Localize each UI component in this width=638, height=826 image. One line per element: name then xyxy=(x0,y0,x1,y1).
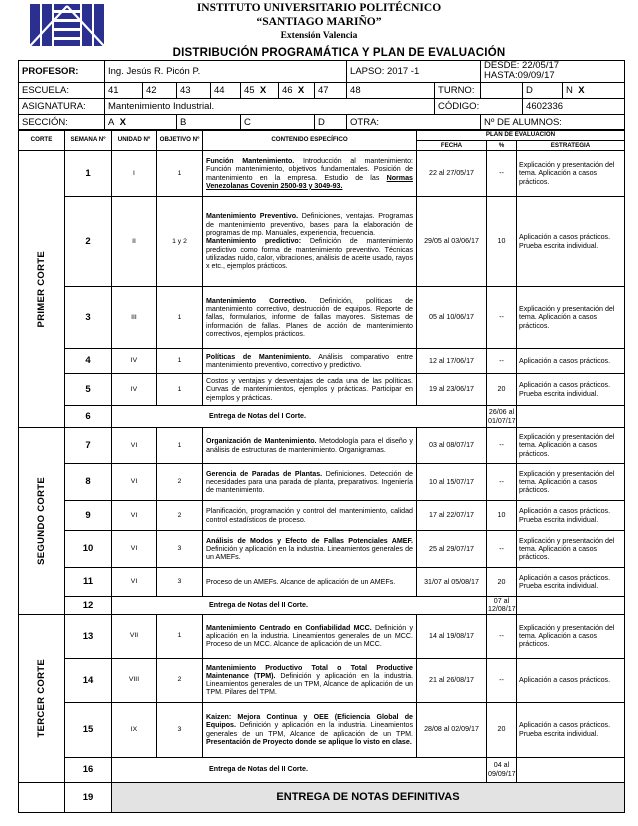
col-fecha: FECHA xyxy=(417,141,487,151)
unidad-cell: VIII xyxy=(112,658,157,702)
fecha-cell: 22 al 27/05/17 xyxy=(417,151,487,197)
pct-cell: -- xyxy=(487,428,517,464)
col-pct: % xyxy=(487,141,517,151)
entrega-notas-text: Entrega de Notas del I Corte. xyxy=(209,412,306,421)
codigo-value: 4602336 xyxy=(523,98,625,114)
pct-cell: 10 xyxy=(487,501,517,531)
contenido-cell xyxy=(203,531,417,568)
corte-primer-label: PRIMER CORTE xyxy=(35,250,47,328)
contenido-cell: Planificación, programación y control del mantenimiento, calidad control estadísticos de proceso. xyxy=(203,501,417,531)
corte-tercer xyxy=(19,614,65,782)
pct-cell: -- xyxy=(487,464,517,501)
content-text: Análisis comparativo entre mantenimiento preventivo, correctivo y predictivo. xyxy=(206,352,413,369)
table-row xyxy=(19,197,625,287)
escuela-45 xyxy=(241,82,279,98)
entrega-notas-cell xyxy=(112,597,487,615)
seccion-d: D xyxy=(315,114,347,130)
contenido-cell: Costos y ventajas y desventajas de cada una de las políticas. Curvas de mantenimientos, ejemplos y prácticas. Participar en ejemplos y prácticas. xyxy=(203,374,417,406)
estrategia-cell: Explicación y presentación del tema. Aplicación a casos prácticos. xyxy=(517,464,625,501)
alumnos-label: Nº DE ALUMNOS: xyxy=(481,114,625,130)
pct-cell: 20 xyxy=(487,568,517,597)
fecha-cell: 31/07 al 05/08/17 xyxy=(417,568,487,597)
content-heading: Función Mantenimiento. xyxy=(206,156,295,165)
col-objetivo: OBJETIVO Nº xyxy=(157,130,203,151)
col-corte: CORTE xyxy=(19,130,65,151)
turno-d: D xyxy=(523,82,563,98)
profesor-value: Ing. Jesús R. Picón P. xyxy=(105,61,347,83)
estrategia-cell: Explicación y presentación del tema. Aplicación a casos prácticos. xyxy=(517,151,625,197)
semana-cell: 7 xyxy=(65,428,112,464)
content-text: Definición y aplicación en la industria. Lineamientos generales de un AMEFs. xyxy=(206,544,413,562)
pct-cell: 20 xyxy=(487,702,517,757)
content-text: Definiciones. Detección de necesidades para una parada de planta, preparativos. Ingeniería de mantenimiento. xyxy=(206,469,413,495)
table-row xyxy=(19,406,625,428)
seccion-a-label: A xyxy=(108,116,115,128)
estrategia-cell: Aplicación a casos prácticos. Prueba escrita individual. xyxy=(517,197,625,287)
lapso-label: LAPSO: 2017 -1 xyxy=(347,61,481,83)
corte-segundo-label: SEGUNDO CORTE xyxy=(35,476,47,565)
content-heading: Políticas de Mantenimiento. xyxy=(206,352,311,361)
fecha-cell: 14 al 19/08/17 xyxy=(417,614,487,658)
pct-cell: -- xyxy=(487,349,517,374)
date-range xyxy=(481,61,625,83)
contenido-cell: Proceso de un AMEFs. Alcance de aplicación de un AMEFs. xyxy=(203,568,417,597)
pct-cell: -- xyxy=(487,531,517,568)
unidad-cell: VI xyxy=(112,464,157,501)
table-row xyxy=(19,702,625,757)
objetivo-cell: 1 xyxy=(157,614,203,658)
contenido-cell xyxy=(203,287,417,349)
entrega-notas-cell xyxy=(112,406,487,428)
corte-segundo xyxy=(19,428,65,615)
table-row xyxy=(19,151,625,197)
desde-date: DESDE: 22/05/17 xyxy=(484,60,560,71)
semana-cell: 1 xyxy=(65,151,112,197)
seccion-a xyxy=(105,114,177,130)
content-heading: Mantenimiento Correctivo. xyxy=(206,296,307,305)
fecha-cell: 25 al 29/07/17 xyxy=(417,531,487,568)
institution-campus: “SANTIAGO MARIÑO” xyxy=(256,16,382,28)
turno-label: TURNO: xyxy=(435,82,481,98)
turno-n-label: N xyxy=(566,84,573,96)
escuela-41: 41 xyxy=(105,82,143,98)
content-text: Definiciones, ventajas. Programas de mantenimiento preventivo, bases para la elaboración de programas de mp. Manuales, experiencia, frecuencia. xyxy=(206,212,413,238)
semana-cell: 15 xyxy=(65,702,112,757)
objetivo-cell: 2 xyxy=(157,501,203,531)
objetivo-cell: 1 xyxy=(157,428,203,464)
content-text-2: Definición de mantenimiento predictivo como forma de mantenimiento preventivo. Técnicas utilizadas ruido, calor, vibraciones, análisis de aceite usado, rayos x etc., ejemplos prácticos. xyxy=(206,237,414,271)
content-heading-2: Mantenimiento predictivo: xyxy=(206,237,302,246)
objetivo-cell: 3 xyxy=(157,702,203,757)
contenido-cell xyxy=(203,428,417,464)
unidad-cell: VI xyxy=(112,531,157,568)
unidad-cell: VII xyxy=(112,614,157,658)
estrategia-cell: Explicación y presentación del tema. Aplicación a casos prácticos. xyxy=(517,428,625,464)
col-contenido: CONTENIDO ESPECÍFICO xyxy=(203,130,417,151)
objetivo-cell: 1 y 2 xyxy=(157,197,203,287)
semana-cell: 3 xyxy=(65,287,112,349)
estrategia-cell: Explicación y presentación del tema. Aplicación a casos prácticos. xyxy=(517,531,625,568)
unidad-cell: VI xyxy=(112,501,157,531)
otra-label: OTRA: xyxy=(347,114,481,130)
institution-extension: Extensión Valencia xyxy=(280,31,358,41)
table-row xyxy=(19,568,625,597)
escuela-47: 47 xyxy=(315,82,347,98)
escuela-43: 43 xyxy=(177,82,211,98)
content-text: Introducción al mantenimiento: Función mantenimiento, objetivos fundamentales. Posición de mantenimiento en la empresa. Estudio de las xyxy=(206,156,413,182)
profesor-label: PROFESOR: xyxy=(19,61,105,83)
fecha-cell: 19 al 23/06/17 xyxy=(417,374,487,406)
fecha-cell: 10 al 15/07/17 xyxy=(417,464,487,501)
col-estrategia: ESTRATEGIA xyxy=(517,141,625,151)
semana-cell: 13 xyxy=(65,614,112,658)
asignatura-value: Mantenimiento Industrial. xyxy=(105,98,435,114)
table-row xyxy=(19,428,625,464)
content-norms: Normas Venezolanas Covenin 2500-93 y 3049-93. xyxy=(206,173,413,190)
escuela-46-mark: X xyxy=(297,84,305,96)
objetivo-cell: 1 xyxy=(157,374,203,406)
estrategia-cell: Aplicación a casos prácticos. xyxy=(517,658,625,702)
seccion-c: C xyxy=(241,114,315,130)
pct-cell: 20 xyxy=(487,374,517,406)
contenido-cell xyxy=(203,658,417,702)
col-semana: SEMANA Nº xyxy=(65,130,112,151)
escuela-45-mark: X xyxy=(259,84,267,96)
content-text: Metodología para el diseño y análisis de estructuras de mantenimiento. Organigramas. xyxy=(206,437,413,454)
content-text: Definición y aplicación en la industria. Lineamientos generales de un TPM, Alcance de aplicación de un TPM. Pilares del TPM. xyxy=(206,671,413,697)
fecha-cell: 29/05 al 03/06/17 xyxy=(417,197,487,287)
contenido-cell xyxy=(203,702,417,757)
escuela-46 xyxy=(279,82,315,98)
entrega-notas-text: Entrega de Notas del II Corte. xyxy=(209,601,308,610)
unidad-cell: IX xyxy=(112,702,157,757)
seccion-a-mark: X xyxy=(119,116,126,128)
asignatura-label: ASIGNATURA: xyxy=(19,98,105,114)
objetivo-cell: 3 xyxy=(157,568,203,597)
col-unidad: UNIDAD Nº xyxy=(112,130,157,151)
semana-cell: 12 xyxy=(65,597,112,615)
pct-cell xyxy=(517,406,625,428)
table-row xyxy=(19,658,625,702)
contenido-cell xyxy=(203,349,417,374)
table-row xyxy=(19,374,625,406)
seccion-label: SECCIÓN: xyxy=(19,114,105,130)
content-heading: Mantenimiento Centrado en Confiabilidad MCC. xyxy=(206,623,372,632)
unidad-cell: VI xyxy=(112,568,157,597)
col-plan: PLAN DE EVALUACIÓN xyxy=(417,130,625,141)
objetivo-cell: 2 xyxy=(157,658,203,702)
escuela-48: 48 xyxy=(347,82,435,98)
fecha-cell: 21 al 26/08/17 xyxy=(417,658,487,702)
estrategia-cell: Aplicación a casos prácticos. Prueba escrita individual. xyxy=(517,702,625,757)
institution-name: INSTITUTO UNIVERSITARIO POLITÉCNICO xyxy=(196,2,442,14)
content-heading: Kaizen: Mejora Continua y OEE (Eficiencia Global de Equipos. xyxy=(206,713,413,730)
pct-cell xyxy=(517,597,625,615)
contenido-cell xyxy=(203,464,417,501)
semana-cell: 2 xyxy=(65,197,112,287)
final-corte-cell xyxy=(19,782,65,812)
contenido-cell xyxy=(203,151,417,197)
semana-cell: 11 xyxy=(65,568,112,597)
table-row xyxy=(19,349,625,374)
objetivo-cell: 1 xyxy=(157,349,203,374)
table-row xyxy=(19,287,625,349)
semana-cell: 5 xyxy=(65,374,112,406)
content-heading: Mantenimiento Preventivo. xyxy=(206,212,299,221)
pct-cell: -- xyxy=(487,151,517,197)
content-heading: Organización de Mantenimiento. xyxy=(206,437,317,446)
codigo-label: CÓDIGO: xyxy=(435,98,523,114)
hasta-date: HASTA:09/09/17 xyxy=(484,70,555,82)
unidad-cell: IV xyxy=(112,374,157,406)
table-row xyxy=(19,614,625,658)
turno-n-mark: X xyxy=(578,84,585,96)
content-text: Definición, políticas de mantenimiento correctivo, destrucción de equipos. Reporte de fallas, formularios, informe de fallas mayores. Sistemas de información de fallas. Planes de acción de mantenimiento correctivos, ejemplos prácticos. xyxy=(206,296,413,338)
unidad-cell: I xyxy=(112,151,157,197)
corte-primer xyxy=(19,151,65,428)
estrategia-cell: Explicación y presentación del tema. Aplicación a casos prácticos. xyxy=(517,614,625,658)
semana-cell: 10 xyxy=(65,531,112,568)
content-text: Definición y aplicación en la industria. Lineamientos generales de un MCC. Proceso de un MCC. Alcance de aplicación de un MCC. xyxy=(206,623,413,649)
estrategia-cell: Aplicación a casos prácticos. Prueba escrita individual. xyxy=(517,374,625,406)
header-info-table xyxy=(18,60,625,131)
unidad-cell: III xyxy=(112,287,157,349)
seccion-b: B xyxy=(177,114,241,130)
fecha-cell: 07 al 12/08/17 xyxy=(488,597,516,614)
entrega-notas-cell xyxy=(112,757,487,782)
unidad-cell: II xyxy=(112,197,157,287)
turno-spacer xyxy=(481,82,523,98)
fecha-cell: 05 al 10/06/17 xyxy=(417,287,487,349)
content-heading: Mantenimiento Productivo Total o Total Productive Maintenance (TPM). xyxy=(206,663,413,680)
final-entrega-label: ENTREGA DE NOTAS DEFINITIVAS xyxy=(112,782,625,812)
escuela-42: 42 xyxy=(143,82,177,98)
final-semana: 19 xyxy=(65,782,112,812)
content-heading-2: Presentación de Proyecto donde se aplique lo visto en clase. xyxy=(206,737,412,746)
content-heading: Análisis de Modos y Efecto de Fallas Potenciales AMEF. xyxy=(206,536,413,545)
fecha-cell: 12 al 17/06/17 xyxy=(417,349,487,374)
estrategia-cell: Aplicación a casos prácticos. Prueba escrita individual. xyxy=(517,568,625,597)
objetivo-cell: 1 xyxy=(157,287,203,349)
semana-cell: 14 xyxy=(65,658,112,702)
escuela-label: ESCUELA: xyxy=(19,82,105,98)
fecha-cell: 03 al 08/07/17 xyxy=(417,428,487,464)
evaluation-plan-table xyxy=(18,129,625,813)
semana-cell: 6 xyxy=(65,406,112,428)
turno-n xyxy=(563,82,625,98)
pct-cell: 10 xyxy=(487,197,517,287)
fecha-cell: 26/06 al 01/07/17 xyxy=(487,406,517,428)
content-heading: Gerencia de Paradas de Plantas. xyxy=(206,469,323,478)
final-row xyxy=(19,782,625,812)
document-title: DISTRIBUCIÓN PROGRAMÁTICA Y PLAN DE EVALUACIÓN xyxy=(172,47,506,59)
contenido-cell xyxy=(203,197,417,287)
unidad-cell: VI xyxy=(112,428,157,464)
pct-cell: -- xyxy=(487,287,517,349)
table-row xyxy=(19,531,625,568)
table-row xyxy=(19,501,625,531)
table-row xyxy=(19,757,625,782)
objetivo-cell: 2 xyxy=(157,464,203,501)
contenido-cell xyxy=(203,614,417,658)
table-row xyxy=(19,464,625,501)
table-row xyxy=(19,597,625,615)
corte-tercer-label: TERCER CORTE xyxy=(35,658,47,738)
fecha-cell: 28/08 al 02/09/17 xyxy=(417,702,487,757)
objetivo-cell: 1 xyxy=(157,151,203,197)
content-text: Definición y aplicación en la industria. Lineamientos generales de un TPM, Alcance de aplicación de un TPM. xyxy=(206,721,413,738)
semana-cell: 8 xyxy=(65,464,112,501)
fecha-cell: 04 al 09/09/17 xyxy=(487,757,517,782)
semana-cell: 9 xyxy=(65,501,112,531)
escuela-45-number: 45 xyxy=(244,84,255,96)
fecha-cell: 17 al 22/07/17 xyxy=(417,501,487,531)
entrega-notas-text: Entrega de Notas del II Corte. xyxy=(209,765,308,774)
semana-cell: 16 xyxy=(65,757,112,782)
pct-cell: -- xyxy=(487,658,517,702)
escuela-44: 44 xyxy=(211,82,241,98)
pct-cell: -- xyxy=(487,614,517,658)
estrategia-cell: Explicación y presentación del tema. Aplicación a casos prácticos. xyxy=(517,287,625,349)
semana-cell: 4 xyxy=(65,349,112,374)
escuela-46-number: 46 xyxy=(282,84,293,96)
estrategia-cell: Aplicación a casos prácticos. xyxy=(517,349,625,374)
objetivo-cell: 3 xyxy=(157,531,203,568)
unidad-cell: IV xyxy=(112,349,157,374)
estrategia-cell: Aplicación a casos prácticos. Prueba escrita individual. xyxy=(517,501,625,531)
pct-cell xyxy=(517,757,625,782)
